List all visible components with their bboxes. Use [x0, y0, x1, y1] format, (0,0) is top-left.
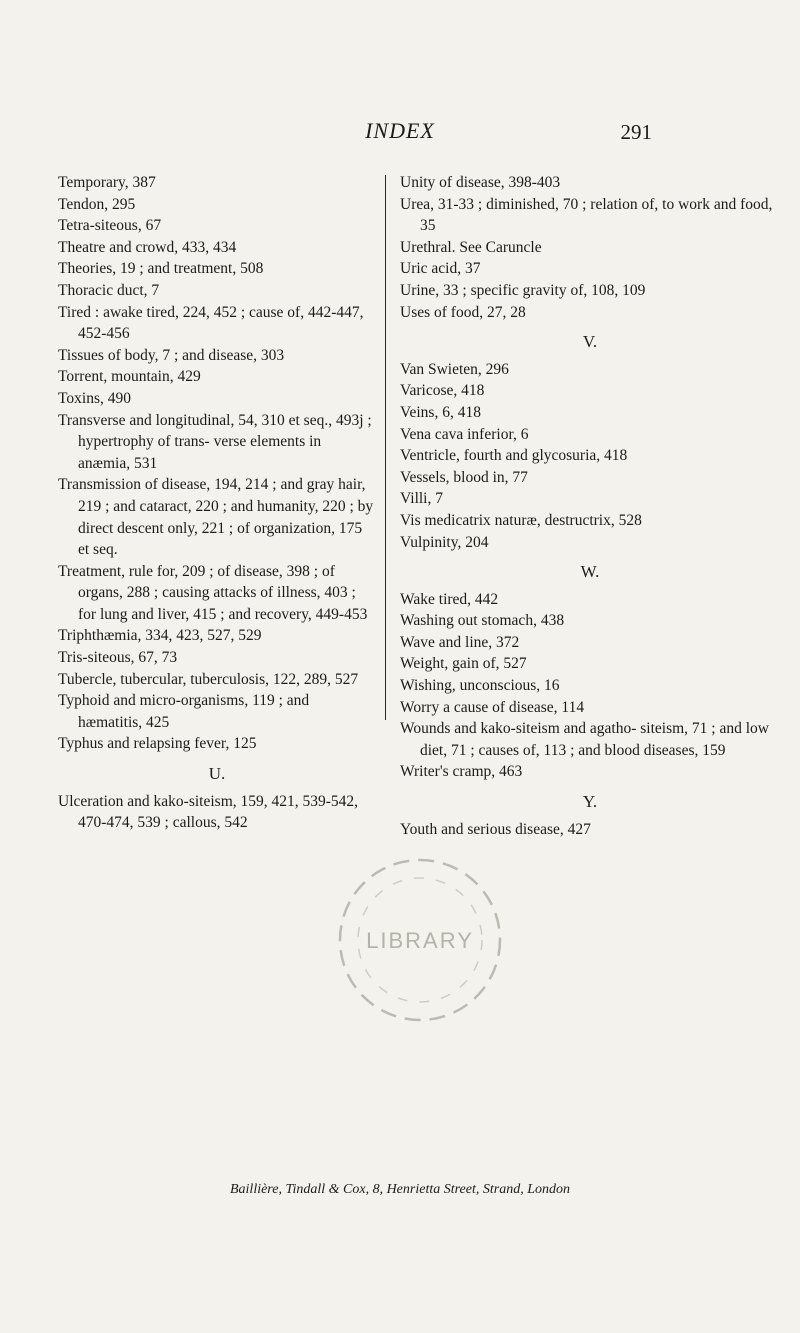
index-entry: Temporary, 387 [58, 174, 156, 191]
index-entry: Urethral. See Caruncle [400, 238, 542, 256]
index-entry: Vessels, blood in, 77 [400, 468, 528, 486]
right-column [400, 172, 780, 840]
index-entry: Typhoid and micro-organisms, 119 ; and hæmatitis, 425 [58, 692, 310, 731]
index-entry: Urea, 31-33 ; diminished, 70 ; relation of, to work and food, 35 [400, 195, 773, 235]
index-entry: Tubercle, tubercular, tuberculosis, 122, 289, 527 [58, 670, 359, 688]
index-entry: Triphthæmia, 334, 423, 527, 529 [58, 627, 262, 645]
index-entry: Villi, 7 [400, 490, 443, 508]
page-header [0, 118, 800, 148]
index-entry: Varicose, 418 [400, 382, 485, 400]
section-letter-u: U. [208, 764, 226, 784]
index-entry: Veins, 6, 418 [400, 403, 481, 421]
index-entry: Theatre and crowd, 433, 434 [58, 238, 237, 256]
index-entry: Toxins, 490 [58, 389, 131, 407]
section-letter-v: V. [582, 332, 598, 352]
publisher-imprint: Baillière, Tindall & Cox, 8, Henrietta Street, Strand, London [229, 1182, 570, 1197]
index-entry: Ulceration and kako-siteism, 159, 421, 539-542, 470-474, 539 ; callous, 542 [58, 792, 359, 832]
index-entry: Transmission of disease, 194, 214 ; and gray hair, 219 ; and cataract, 220 ; and humanity, 220 ; by direct descent only, 221 ; of organization, 175 et seq. [58, 476, 374, 559]
index-entry: Wounds and kako-siteism and agatho- siteism, 71 ; and low diet, 71 ; causes of, 113 ; and blood diseases, 159 [400, 720, 769, 759]
index-entry: Youth and serious disease, 427 [400, 820, 591, 838]
index-entry: Thoracic duct, 7 [58, 281, 160, 299]
section-letter-y: Y. [582, 792, 598, 812]
index-entry: Torrent, mountain, 429 [58, 368, 201, 386]
column-divider [385, 175, 386, 720]
index-entry: Unity of disease, 398-403 [400, 174, 561, 191]
index-entry: Van Swieten, 296 [400, 360, 509, 378]
index-entry: Tendon, 295 [58, 195, 136, 213]
index-entry: Transverse and longitudinal, 54, 310 et seq., 493j ; hypertrophy of trans- verse elements in anæmia, 531 [58, 411, 372, 472]
index-entry: Tired : awake tired, 224, 452 ; cause of, 442-447, 452-456 [58, 303, 364, 343]
index-entry: Tris-siteous, 67, 73 [58, 649, 178, 667]
index-entry: Weight, gain of, 527 [400, 655, 527, 673]
index-entry: Vulpinity, 204 [400, 533, 489, 551]
index-entry: Washing out stomach, 438 [400, 612, 565, 630]
index-entry: Wake tired, 442 [400, 590, 499, 608]
page-number: 291 [620, 120, 652, 144]
index-entry: Ventricle, fourth and glycosuria, 418 [400, 447, 628, 465]
index-entry: Vena cava inferior, 6 [400, 425, 529, 443]
index-entry: Uric acid, 37 [400, 260, 481, 278]
index-entry: Wave and line, 372 [400, 633, 520, 651]
index-entry: Vis medicatrix naturæ, destructrix, 528 [400, 511, 642, 529]
index-entry: Tetra-siteous, 67 [58, 217, 162, 235]
library-stamp [325, 845, 515, 1035]
index-entry: Theories, 19 ; and treatment, 508 [58, 260, 264, 278]
section-letter-w: W. [580, 562, 600, 582]
left-column [58, 172, 376, 834]
index-entry: Uses of food, 27, 28 [400, 303, 526, 321]
index-entry: Tissues of body, 7 ; and disease, 303 [58, 346, 285, 364]
index-entry: Wishing, unconscious, 16 [400, 677, 560, 695]
index-entry: Writer's cramp, 463 [400, 763, 523, 781]
index-entry: Typhus and relapsing fever, 125 [58, 735, 257, 753]
page-title: INDEX [365, 118, 435, 143]
index-entry: Urine, 33 ; specific gravity of, 108, 109 [400, 281, 646, 299]
index-entry: Worry a cause of disease, 114 [400, 698, 585, 716]
index-entry: Treatment, rule for, 209 ; of disease, 398 ; of organs, 288 ; causing attacks of illness, 403 ; for lung and liver, 415 ; and recovery, 449-453 [58, 562, 368, 623]
stamp-text: LIBRARY [366, 928, 474, 953]
